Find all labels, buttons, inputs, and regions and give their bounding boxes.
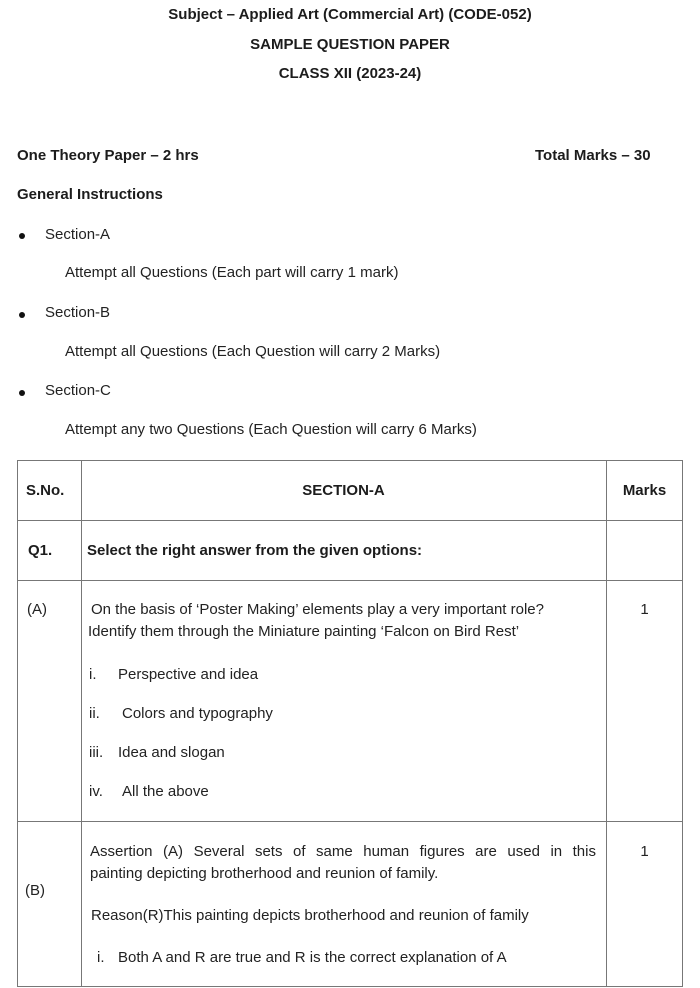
column-divider (606, 460, 607, 987)
option-text: Perspective and idea (118, 666, 259, 683)
bullet-icon (19, 312, 25, 318)
option-text: Colors and typography (122, 705, 273, 722)
option-number: iv. (89, 783, 103, 800)
row-divider (17, 520, 683, 521)
question-text: Identify them through the Miniature painting ‘Falcon on Bird Rest’ (88, 623, 520, 640)
question-number: Q1. (28, 542, 53, 559)
assertion-text: Assertion (A) Several sets of same human figures are used in this (90, 843, 596, 860)
row-divider (17, 580, 683, 581)
bullet-icon (19, 390, 25, 396)
option-number: i. (89, 666, 97, 683)
instruction-detail: Attempt any two Questions (Each Question will carry 6 Marks) (65, 421, 477, 438)
option-number: iii. (89, 744, 104, 761)
option-number: ii. (89, 705, 100, 722)
header-sno: S.No. (26, 482, 65, 499)
class-title: CLASS XII (2023-24) (278, 65, 422, 82)
column-divider (81, 460, 82, 987)
reason-text: Reason(R)This painting depicts brotherhood and reunion of family (91, 907, 529, 924)
assertion-text: painting depicting brotherhood and reunion of family. (90, 865, 439, 882)
question-text: On the basis of ‘Poster Making’ elements play a very important role? (91, 601, 544, 618)
instruction-detail: Attempt all Questions (Each Question will carry 2 Marks) (65, 343, 441, 360)
option-number: i. (97, 949, 105, 966)
row-divider (17, 821, 683, 822)
question-prompt: Select the right answer from the given options: (87, 542, 423, 559)
option-text: Both A and R are true and R is the correct explanation of A (118, 949, 507, 966)
instruction-section: Section-B (45, 304, 111, 321)
instruction-detail: Attempt all Questions (Each part will carry 1 mark) (65, 264, 399, 281)
instruction-section: Section-C (45, 382, 111, 399)
header-marks: Marks (622, 482, 667, 499)
header-section: SECTION-A (302, 482, 385, 499)
option-text: Idea and slogan (118, 744, 225, 761)
total-marks-label: Total Marks – 30 (535, 147, 651, 164)
marks-value: 1 (640, 601, 649, 618)
instruction-section: Section-A (45, 226, 111, 243)
paper-type-title: SAMPLE QUESTION PAPER (250, 36, 450, 53)
part-label: (B) (25, 882, 45, 899)
bullet-icon (19, 233, 25, 239)
option-text: All the above (122, 783, 209, 800)
general-instructions-heading: General Instructions (17, 186, 163, 203)
subject-title: Subject – Applied Art (Commercial Art) (CODE-052) (168, 6, 532, 23)
marks-value: 1 (640, 843, 649, 860)
duration-label: One Theory Paper – 2 hrs (17, 147, 199, 164)
part-label: (A) (27, 601, 47, 618)
